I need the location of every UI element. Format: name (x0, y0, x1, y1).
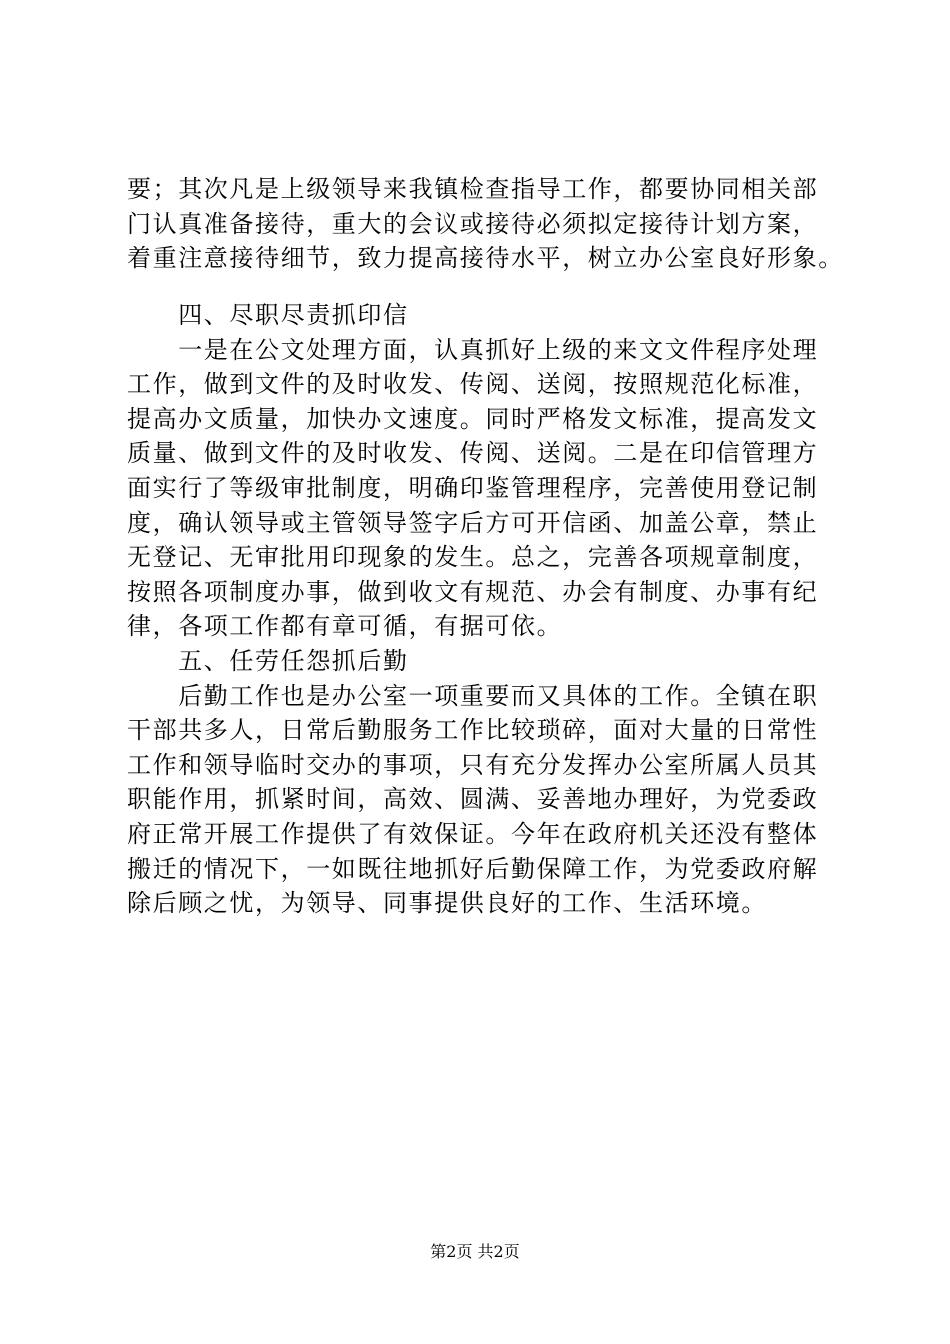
text-line: 后勤工作也是办公室一项重要而又具体的工作。全镇在职 (127, 681, 819, 710)
text-line: 要；其次凡是上级领导来我镇检查指导工作，都要协同相关部 (127, 175, 819, 203)
text-line: 门认真准备接待，重大的会议或接待必须拟定接待计划方案， (127, 209, 819, 238)
text-line: 度，确认领导或主管领导签字后方可开信函、加盖公章，禁止 (127, 508, 819, 537)
body-sections (127, 298, 847, 921)
text-line: 府正常开展工作提供了有效保证。今年在政府机关还没有整体 (127, 819, 819, 848)
page-footer (0, 1242, 950, 1262)
section-heading-4: 四、尽职尽责抓印信 (127, 301, 409, 329)
text-line: 无登记、无审批用印现象的发生。总之，完善各项规章制度， (127, 543, 819, 572)
text-line: 职能作用，抓紧时间，高效、圆满、妥善地办理好，为党委政 (127, 785, 819, 814)
text-line: 提高办文质量，加快办文速度。同时严格发文标准，提高发文 (127, 404, 819, 433)
text-line: 除后顾之忧，为领导、同事提供良好的工作、生活环境。 (127, 889, 767, 918)
text-line: 着重注意接待细节，致力提高接待水平，树立办公室良好形象。 (127, 244, 844, 273)
section-heading-5: 五、任劳任怨抓后勤 (127, 646, 409, 675)
text-line: 工作和领导临时交办的事项，只有充分发挥办公室所属人员其 (127, 750, 819, 779)
text-line: 搬迁的情况下，一如既往地抓好后勤保障工作，为党委政府解 (127, 854, 819, 883)
text-line: 一是在公文处理方面，认真抓好上级的来文文件程序处理 (127, 335, 819, 364)
text-line: 工作，做到文件的及时收发、传阅、送阅，按照规范化标准， (127, 370, 819, 399)
text-line: 干部共多人，日常后勤服务工作比较琐碎，面对大量的日常性 (127, 716, 819, 745)
text-line: 律，各项工作都有章可循，有据可依。 (127, 612, 563, 641)
text-line: 质量、做到文件的及时收发、传阅、送阅。二是在印信管理方 (127, 439, 819, 468)
text-line: 按照各项制度办事，做到收文有规范、办会有制度、办事有纪 (127, 577, 819, 606)
page-number: 第2页 共2页 (430, 1242, 520, 1261)
continued-paragraph (127, 172, 847, 276)
text-line: 面实行了等级审批制度，明确印鉴管理程序，完善使用登记制 (127, 473, 819, 502)
